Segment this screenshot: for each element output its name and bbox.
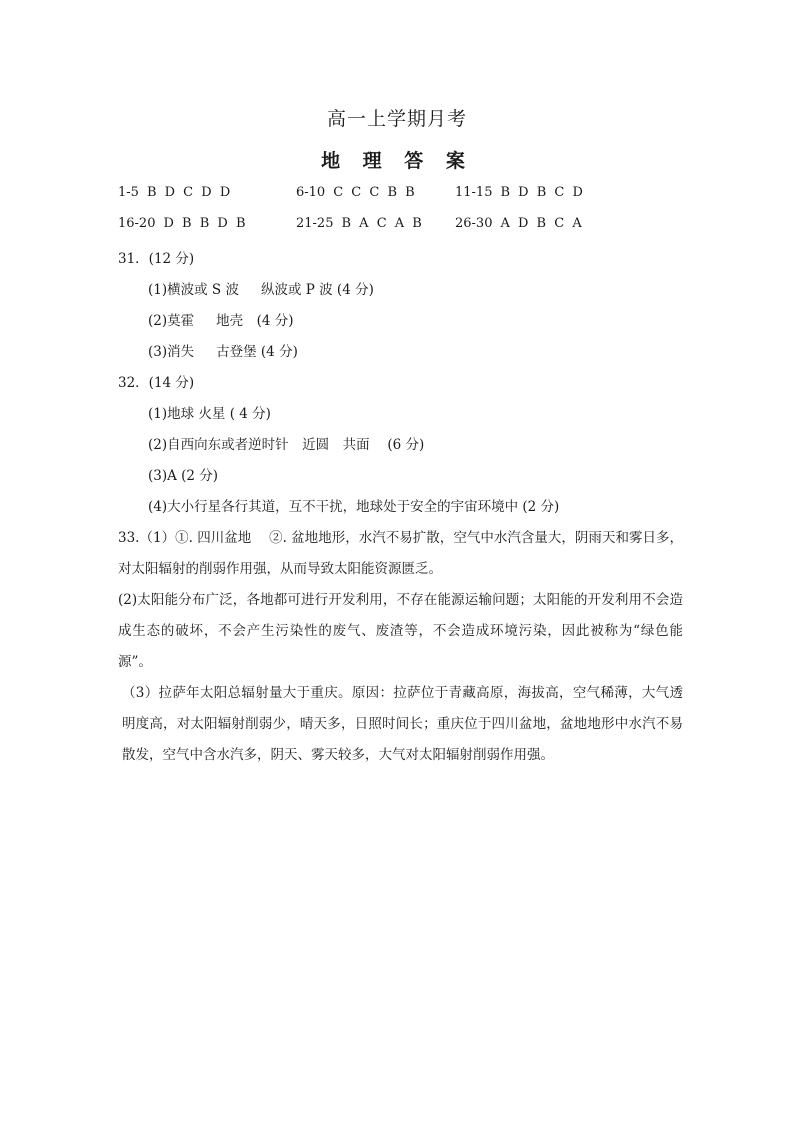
answer-line — [118, 342, 683, 373]
answer-part: (1)横波或 S 波 — [148, 282, 239, 298]
answer-line: (4)大小行星各行其道，互不干扰，地球处于安全的宇宙环境中 (2 分) — [148, 499, 560, 515]
mc-answers: D B B D B — [163, 216, 248, 231]
page-subtitle: 地 理 答 案 — [321, 150, 473, 172]
answer-part: 古登堡 (4 分) — [216, 344, 298, 360]
question-heading: 32．(14 分) — [118, 375, 195, 391]
mc-answers: B A C A B — [341, 216, 424, 231]
mc-row — [118, 216, 678, 247]
answer-line: (2)自西向东或者逆时针 近圆 共面 (6 分) — [148, 437, 425, 453]
mc-group — [118, 216, 248, 231]
mc-group — [455, 216, 584, 231]
mc-group — [118, 185, 232, 200]
mc-range: 1-5 — [118, 185, 139, 200]
mc-group — [296, 216, 424, 231]
multiple-choice-answers — [118, 185, 678, 247]
mc-answers: B D C D D — [146, 185, 233, 200]
answer-paragraph: 33.（1）①. 四川盆地 ②. 盆地地形，水汽不易扩散，空气中水汽含量大，阴雨天和雾日多，对太阳辐射的削弱作用强，从而导致太阳能资源匮乏。 — [118, 530, 683, 577]
mc-group — [296, 185, 417, 200]
mc-range: 26-30 — [455, 216, 493, 231]
answer-paragraph: (2)太阳能分布广泛，各地都可进行开发利用，不存在能源运输问题；太阳能的开发利用不会造成生态的破坏，不会产生污染性的废气、废渣等，不会造成环境污染，因此被称为“绿色能源”。 — [118, 592, 683, 670]
answer-line: (3)A (2 分) — [148, 468, 219, 484]
answer-part: (3)消失 — [148, 344, 195, 360]
answer-part: 地壳 (4 分) — [216, 313, 294, 329]
mc-answers: B D B C D — [500, 185, 585, 200]
answer-part: 纵波或 P 波 (4 分) — [260, 282, 374, 298]
question-33 — [118, 523, 683, 771]
answer-paragraph: （3）拉萨年太阳总辐射量大于重庆。原因：拉萨位于青藏高原，海拔高，空气稀薄，大气透明度高，对太阳辐射削弱少，晴天多，日照时间长；重庆位于四川盆地，盆地地形中水汽不易散发，空气中含水汽多，阴天、雾天较多，大气对太阳辐射削弱作用强。 — [122, 685, 683, 763]
page-title: 高一上学期月考 — [326, 108, 467, 130]
mc-range: 6-10 — [296, 185, 326, 200]
answer-line — [118, 311, 683, 342]
answer-line — [118, 280, 683, 311]
mc-range: 21-25 — [296, 216, 334, 231]
mc-answers: A D B C A — [500, 216, 584, 231]
mc-range: 16-20 — [118, 216, 156, 231]
answer-part: (2)莫霍 — [148, 313, 195, 329]
mc-answers: C C C B B — [333, 185, 417, 200]
question-32 — [118, 373, 683, 528]
mc-row — [118, 185, 678, 216]
question-31 — [118, 249, 683, 373]
answer-line: (1)地球 火星 ( 4 分) — [148, 406, 271, 422]
mc-range: 11-15 — [455, 185, 493, 200]
mc-group — [455, 185, 585, 200]
question-heading: 31．(12 分) — [118, 251, 195, 267]
